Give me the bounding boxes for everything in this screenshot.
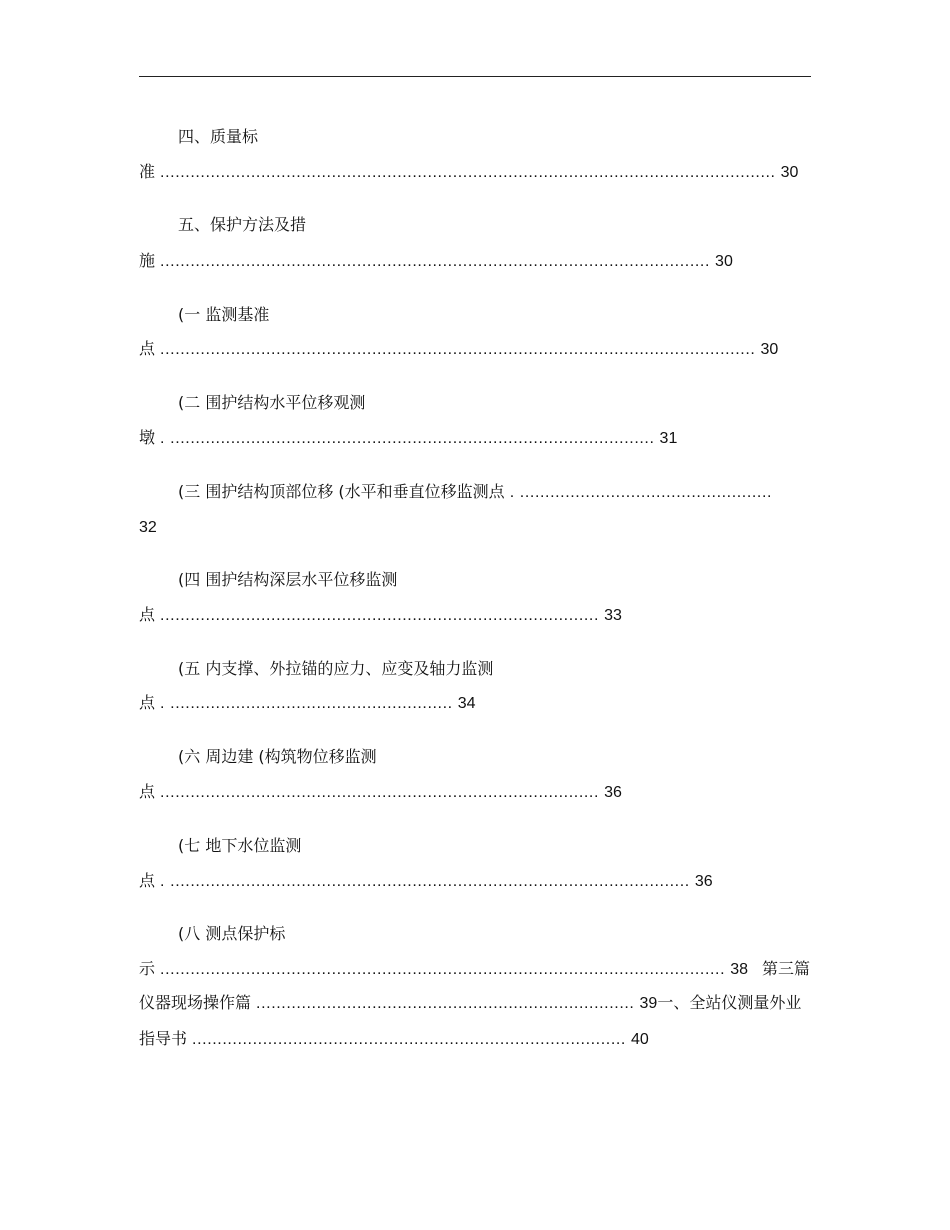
toc-entry-2[interactable]	[139, 251, 733, 272]
toc-heading-8: (六 周边建 (构筑物位移监测	[178, 747, 377, 766]
toc-page-8: 36	[604, 784, 622, 801]
toc-heading-3: (一 监测基准	[178, 305, 270, 324]
toc-page-5: 32	[139, 519, 157, 536]
toc-page-10: 38	[730, 961, 748, 978]
toc-cont-9: 点	[139, 871, 156, 890]
toc-page-11: 39	[639, 995, 658, 1012]
toc-title-11: 仪器现场操作篇	[139, 993, 252, 1012]
toc-cont-10: 示	[139, 959, 156, 978]
toc-leader-6: .......................................................................................	[155, 607, 605, 624]
toc-heading-5: (三 围护结构顶部位移 (水平和垂直位移监测点	[178, 482, 505, 501]
toc-page-9: 36	[694, 873, 713, 890]
toc-page-6: 33	[604, 607, 622, 624]
toc-leader-12: ......................................................................................	[187, 1031, 632, 1048]
toc-heading-1: 四、质量标	[178, 127, 259, 146]
toc-entry-11[interactable]	[139, 993, 801, 1014]
toc-leader-4: . ................................................................................................	[155, 430, 660, 447]
toc-heading-4: (二 围护结构水平位移观测	[178, 393, 366, 412]
toc-entry-8[interactable]	[139, 782, 622, 803]
toc-entry-3[interactable]	[139, 339, 778, 360]
toc-page-1: 30	[780, 164, 799, 181]
header-rule	[139, 76, 811, 77]
toc-cont-8: 点	[139, 782, 156, 801]
toc-cont-7: 点	[139, 693, 156, 712]
toc-heading-6: (四 围护结构深层水平位移监测	[178, 570, 398, 589]
toc-cont-3: 点	[139, 339, 156, 358]
toc-heading-7: (五 内支撑、外拉锚的应力、应变及轴力监测	[178, 659, 494, 678]
toc-heading-9: (七 地下水位监测	[178, 836, 302, 855]
toc-entry-1[interactable]	[139, 162, 798, 183]
toc-page-12: 40	[631, 1031, 649, 1048]
toc-leader-3: ......................................................................................................................	[155, 341, 761, 358]
part-three-label: 第三篇	[762, 959, 811, 978]
toc-cont-6: 点	[139, 605, 156, 624]
toc-title-12-start: 一、全站仪测量外业	[657, 993, 802, 1012]
toc-leader-11: ...........................................................................	[251, 995, 640, 1012]
toc-entry-7[interactable]	[139, 693, 476, 714]
toc-heading-10: (八 测点保护标	[178, 924, 286, 943]
toc-title-12-end: 指导书	[139, 1029, 188, 1048]
toc-page-3: 30	[760, 341, 779, 358]
toc-entry-12[interactable]	[139, 1029, 649, 1050]
toc-leader-1: ..........................................................................................................................	[155, 164, 781, 181]
toc-cont-4: 墩	[139, 428, 156, 447]
toc-cont-2: 施	[139, 251, 156, 270]
toc-entry-6[interactable]	[139, 605, 622, 626]
toc-page-7: 34	[457, 695, 476, 712]
toc-leader-7: . ........................................................	[155, 695, 458, 712]
toc-leader-8: .......................................................................................	[155, 784, 605, 801]
toc-leader-10: ................................................................................................................	[155, 961, 731, 978]
toc-entry-9[interactable]	[139, 871, 713, 892]
toc-leader-2: .............................................................................................................	[155, 253, 716, 270]
toc-leader-5: . ..................................................	[504, 484, 773, 501]
toc-page-4: 31	[659, 430, 678, 447]
toc-entry-5[interactable]	[178, 482, 772, 503]
toc-page-2: 30	[715, 253, 733, 270]
toc-heading-2: 五、保护方法及措	[178, 215, 307, 234]
toc-entry-4[interactable]	[139, 428, 677, 449]
toc-leader-9: . .......................................................................................................	[155, 873, 695, 890]
toc-cont-1: 准	[139, 162, 156, 181]
toc-entry-10[interactable]	[139, 959, 748, 980]
